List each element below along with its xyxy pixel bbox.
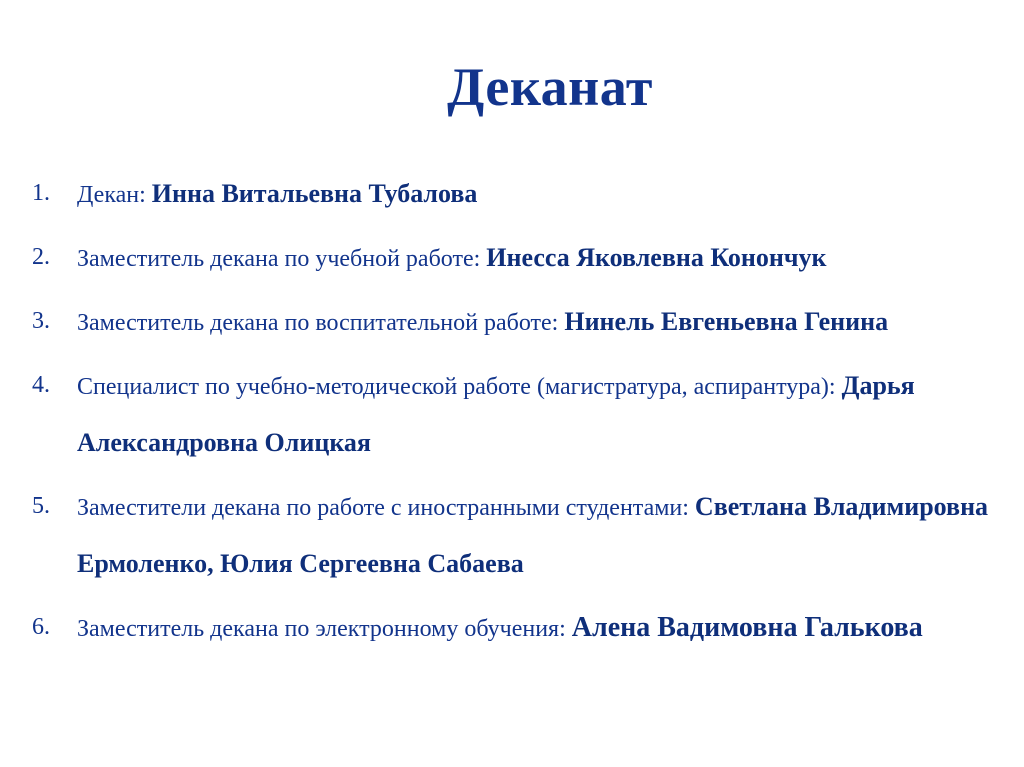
page-title: Деканат — [447, 57, 653, 117]
person-name: Инесса Яковлевна Конончук — [486, 243, 827, 272]
position-label: Декан: — [77, 182, 152, 208]
item-number: 4. — [32, 372, 50, 398]
item-number: 5. — [32, 493, 50, 519]
position-label: Заместитель декана по учебной работе: — [77, 246, 487, 272]
person-name: Нинель Евгеньевна Генина — [564, 307, 889, 336]
dean-office-list — [32, 166, 992, 664]
list-item — [32, 166, 992, 223]
position-label: Специалист по учебно-методической работе (магистратура, аспирантура): — [77, 374, 842, 400]
list-item — [32, 294, 992, 351]
item-number: 3. — [32, 308, 50, 334]
list-item — [32, 358, 992, 472]
item-number: 1. — [32, 180, 50, 206]
person-name: Дарья Александровна Олицкая — [77, 371, 915, 457]
person-name: Инна Витальевна Тубалова — [151, 179, 478, 208]
position-label: Заместитель декана по воспитательной работе: — [77, 310, 565, 336]
list-item — [32, 479, 992, 593]
list-item — [32, 600, 992, 657]
person-name: Алена Вадимовна Галькова — [571, 612, 923, 643]
item-number: 2. — [32, 244, 50, 270]
list-item — [32, 230, 992, 287]
position-label: Заместитель декана по электронному обучения: — [77, 616, 572, 642]
item-number: 6. — [32, 614, 50, 640]
position-label: Заместители декана по работе с иностранными студентами: — [77, 495, 695, 521]
person-name: Светлана Владимировна Ермоленко, Юлия Сергеевна Сабаева — [77, 492, 989, 578]
